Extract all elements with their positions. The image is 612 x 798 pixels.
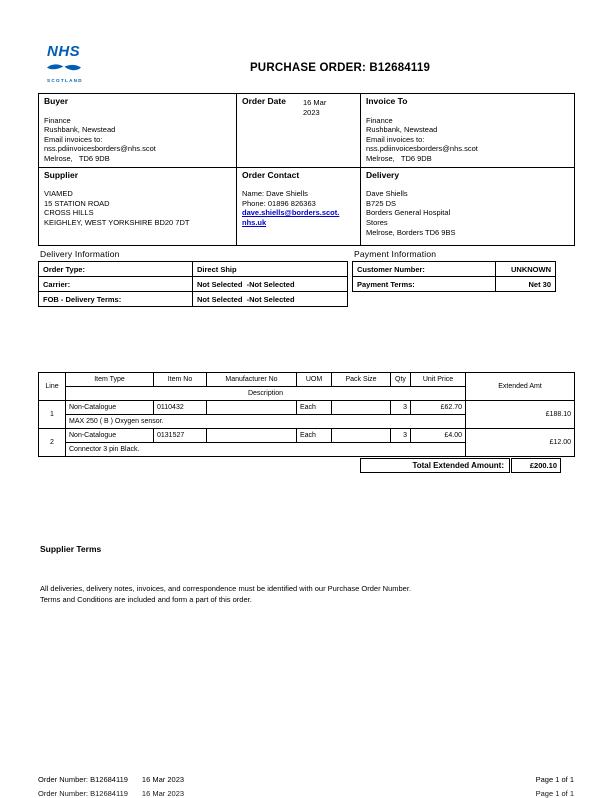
col-header-uom: UOM xyxy=(297,373,332,387)
supplier-cell xyxy=(39,167,237,245)
invoice-to-heading: Invoice To xyxy=(366,96,408,106)
payment-information-heading: Payment Information xyxy=(354,249,437,259)
cell-unit-price: £4.00 xyxy=(411,429,466,443)
supplier-terms-heading: Supplier Terms xyxy=(40,544,102,554)
cell-description: MAX 250 ( B ) Oxygen sensor. xyxy=(66,415,466,429)
buyer-line: Email invoices to: xyxy=(44,134,103,144)
item-row xyxy=(39,401,575,415)
supplier-heading: Supplier xyxy=(44,169,79,180)
col-header-line: Line xyxy=(39,373,66,401)
items-header-row xyxy=(39,373,575,387)
col-header-unit-price: Unit Price xyxy=(411,373,466,387)
footer-page-indicator: Page 1 of 1 xyxy=(535,775,574,784)
footer-ghost-page-indicator: Page 1 of 1 xyxy=(535,788,574,798)
buyer-heading: Buyer xyxy=(44,96,69,106)
cell-pack-size xyxy=(332,429,391,443)
footer-ghost xyxy=(38,789,574,798)
buyer-line: Melrose, TD6 9DB xyxy=(44,153,110,163)
delivery-information-table xyxy=(38,261,348,307)
invoice-to-line: Finance xyxy=(366,115,393,125)
cell-uom: Each xyxy=(297,429,332,443)
buyer-cell xyxy=(39,94,237,168)
cell-qty: 3 xyxy=(391,429,411,443)
fob-delivery-terms-label: FOB - Delivery Terms: xyxy=(39,292,193,307)
delivery-info-row xyxy=(39,292,348,307)
cell-manufacturer-no xyxy=(207,429,297,443)
item-row xyxy=(39,429,575,443)
supplier-line: KEIGHLEY, WEST YORKSHIRE BD20 7DT xyxy=(44,217,190,227)
cell-extended-amt: £12.00 xyxy=(466,429,575,457)
cell-line: 1 xyxy=(39,401,66,429)
carrier-label: Carrier: xyxy=(39,277,193,292)
supplier-line: 15 STATION ROAD xyxy=(44,198,110,208)
order-contact-phone: Phone: 01896 826363 xyxy=(242,198,316,208)
delivery-line: Melrose, Borders TD6 9BS xyxy=(366,227,456,237)
payment-info-row xyxy=(353,262,556,277)
payment-info-row xyxy=(353,277,556,292)
order-date-cell xyxy=(237,94,361,168)
parties-table xyxy=(38,93,575,246)
invoice-to-line: Rushbank, Newstead xyxy=(366,125,438,135)
scotland-logo-text: SCOTLAND xyxy=(47,78,83,83)
order-contact-name: Name: Dave Shiells xyxy=(242,189,308,199)
cell-unit-price: £62.70 xyxy=(411,401,466,415)
buyer-line: nss.pdiinvoicesborders@nhs.scot xyxy=(44,144,156,154)
supplier-terms-body: All deliveries, delivery notes, invoices, and correspondence must be identified with our Purchase Order Number. Terms and Conditions are included and form a part of this order. xyxy=(40,584,412,604)
cell-qty: 3 xyxy=(391,401,411,415)
delivery-heading: Delivery xyxy=(366,169,400,180)
order-type-label: Order Type: xyxy=(39,262,193,277)
carrier-value: Not Selected -Not Selected xyxy=(193,277,348,292)
order-contact-heading: Order Contact xyxy=(242,169,300,180)
cell-item-type: Non-Catalogue xyxy=(66,429,154,443)
cell-item-no: 0110432 xyxy=(154,401,207,415)
delivery-line: Borders General Hospital xyxy=(366,208,451,218)
invoice-to-cell xyxy=(361,94,575,168)
cell-manufacturer-no xyxy=(207,401,297,415)
fob-delivery-terms-value: Not Selected -Not Selected xyxy=(193,292,348,307)
payment-information-table xyxy=(352,261,556,292)
supplier-line: CROSS HILLS xyxy=(44,208,94,218)
delivery-info-row xyxy=(39,277,348,292)
footer-ghost-date: 16 Mar 2023 xyxy=(141,788,185,798)
cell-uom: Each xyxy=(297,401,332,415)
col-header-manufacturer-no: Manufacturer No xyxy=(207,373,297,387)
delivery-info-row xyxy=(39,262,348,277)
invoice-to-line: Email invoices to: xyxy=(366,134,425,144)
order-date-value: 16 Mar 2023 xyxy=(303,98,327,117)
col-header-description: Description xyxy=(66,387,466,401)
cell-item-no: 0131527 xyxy=(154,429,207,443)
total-extended-amount-label: Total Extended Amount: xyxy=(360,458,510,473)
cell-item-type: Non-Catalogue xyxy=(66,401,154,415)
supplier-line: VIAMED xyxy=(44,189,73,199)
customer-number-label: Customer Number: xyxy=(353,262,496,277)
col-header-qty: Qty xyxy=(391,373,411,387)
buyer-line: Finance xyxy=(44,115,71,125)
line-items-table xyxy=(38,372,575,457)
footer-ghost-order-number: Order Number: B12684119 xyxy=(38,788,128,798)
order-contact-cell xyxy=(237,167,361,245)
payment-terms-label: Payment Terms: xyxy=(353,277,496,292)
col-header-extended-amt: Extended Amt xyxy=(466,373,575,401)
payment-terms-value: Net 30 xyxy=(496,277,556,292)
cell-line: 2 xyxy=(39,429,66,457)
cell-extended-amt: £188.10 xyxy=(466,401,575,429)
cell-description: Connector 3 pin Black. xyxy=(66,443,466,457)
order-type-value: Direct Ship xyxy=(193,262,348,277)
delivery-information-heading: Delivery Information xyxy=(40,249,120,259)
col-header-item-no: Item No xyxy=(154,373,207,387)
invoice-to-line: Melrose, TD6 9DB xyxy=(366,153,432,163)
invoice-to-line: nss.pdiinvoicesborders@nhs.scot xyxy=(366,144,478,154)
order-contact-email-link[interactable]: dave.shiells@borders.scot.nhs.uk xyxy=(242,208,340,227)
page-title: PURCHASE ORDER: B12684119 xyxy=(249,62,431,74)
delivery-line: Dave Shiells xyxy=(366,189,408,199)
nhs-logo-text: NHS xyxy=(47,43,81,60)
delivery-line: Stores xyxy=(366,217,388,227)
delivery-line: B725 DS xyxy=(366,198,397,208)
order-date-label: Order Date xyxy=(242,96,286,106)
total-extended-amount-value: £200.10 xyxy=(511,458,561,473)
delivery-cell xyxy=(361,167,575,245)
cell-pack-size xyxy=(332,401,391,415)
buyer-line: Rushbank, Newstead xyxy=(44,125,116,135)
footer-date: 16 Mar 2023 xyxy=(141,775,185,784)
footer xyxy=(38,775,574,784)
footer-order-number: Order Number: B12684119 xyxy=(38,775,128,784)
col-header-pack-size: Pack Size xyxy=(332,373,391,387)
col-header-item-type: Item Type xyxy=(66,373,154,387)
customer-number-value: UNKNOWN xyxy=(496,262,556,277)
